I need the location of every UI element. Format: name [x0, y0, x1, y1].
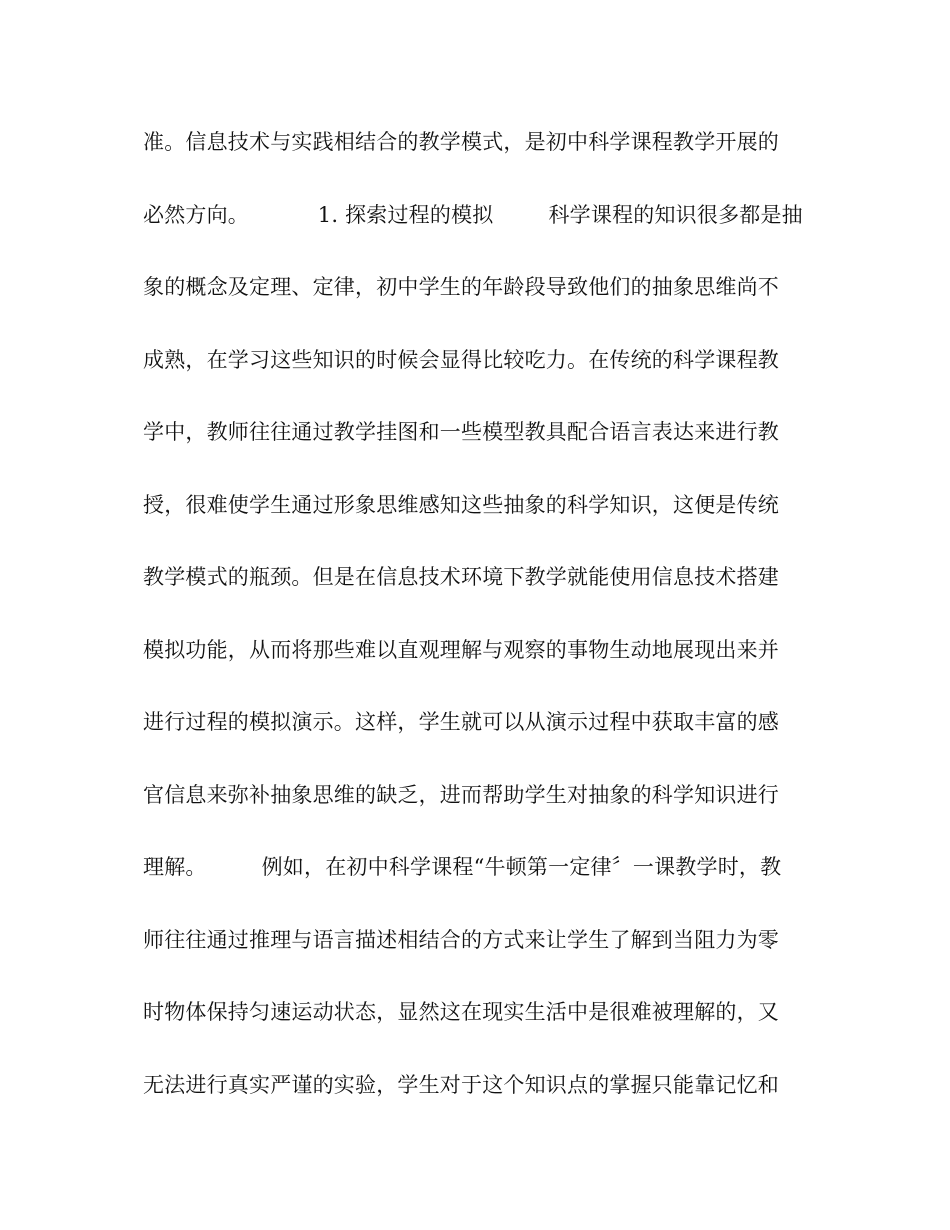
text-line: 教学模式的瓶颈。但是在信息技术环境下教学就能使用信息技术搭建: [143, 565, 779, 589]
text-line: 理解。 例如，在初中科学课程“牛顿第一定律〞一课教学时，教: [143, 855, 782, 879]
body-text: [143, 124, 823, 1139]
text-line: 模拟功能，从而将那些难以直观理解与观察的事物生动地展现出来并: [143, 637, 779, 662]
text-line: 师往往通过推理与语言描述相结合的方式来让学生了解到当阻力为零: [143, 927, 779, 952]
text-line: 官信息来弥补抽象思维的缺乏，进而帮助学生对抽象的科学知识进行: [143, 782, 779, 807]
text-line: 必然方向。 1. 探索过程的模拟 科学课程的知识很多都是抽: [143, 202, 803, 227]
text-line: 学中，教师往往通过教学挂图和一些模型教具配合语言表达来进行教: [143, 420, 779, 444]
text-line: 进行过程的模拟演示。这样，学生就可以从演示过程中获取丰富的感: [143, 710, 779, 734]
text-line: 时物体保持匀速运动状态，显然这在现实生活中是很难被理解的，又: [143, 1000, 779, 1024]
text-line: 准。信息技术与实践相结合的教学模式，是初中科学课程教学开展的: [143, 130, 779, 154]
text-line: 成熟，在学习这些知识的时候会显得比较吃力。在传统的科学课程教: [143, 347, 779, 372]
text-line: 授，很难使学生通过形象思维感知这些抽象的科学知识，这便是传统: [143, 492, 779, 517]
text-line: 无法进行真实严谨的实验，学生对于这个知识点的掌握只能靠记忆和: [143, 1072, 779, 1097]
text-line: 象的概念及定理、定律，初中学生的年龄段导致他们的抽象思维尚不: [143, 275, 779, 299]
